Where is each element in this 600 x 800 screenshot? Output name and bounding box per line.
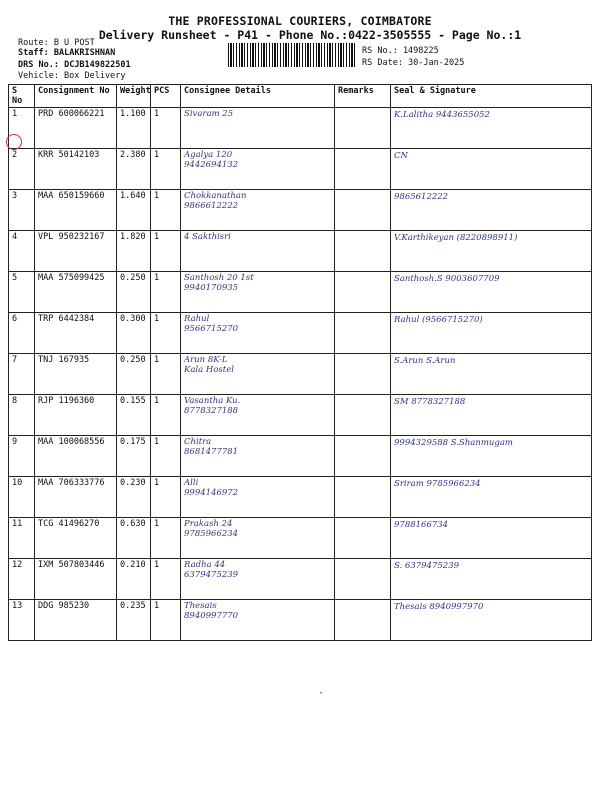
header-pcs: PCS — [151, 85, 181, 108]
table-row — [9, 395, 592, 436]
cell-pcs: 1 — [151, 149, 181, 190]
cell-pcs: 1 — [151, 190, 181, 231]
cell-sno: 5 — [9, 272, 35, 313]
table-row — [9, 600, 592, 641]
cell-pcs: 1 — [151, 231, 181, 272]
cell-consignment-no: IXM 507803446 — [35, 559, 117, 600]
cell-signature: 9788166734 — [391, 518, 592, 559]
cell-consignment-no: TRP 6442384 — [35, 313, 117, 354]
consignee-name: Chitra — [184, 437, 212, 447]
cell-consignment-no: MAA 575099425 — [35, 272, 117, 313]
cell-remarks — [335, 395, 391, 436]
cell-consignee — [181, 477, 335, 518]
cell-pcs: 1 — [151, 600, 181, 641]
table-row — [9, 108, 592, 149]
cell-signature: S.Arun S.Arun — [391, 354, 592, 395]
cell-remarks — [335, 313, 391, 354]
consignee-detail: 9566715270 — [184, 324, 239, 334]
cell-consignee — [181, 231, 335, 272]
cell-consignee — [181, 436, 335, 477]
cell-weight: 1.820 — [117, 231, 151, 272]
cell-weight: 0.230 — [117, 477, 151, 518]
cell-signature: 9865612222 — [391, 190, 592, 231]
table-row — [9, 559, 592, 600]
cell-pcs: 1 — [151, 559, 181, 600]
cell-signature: Santhosh.S 9003607709 — [391, 272, 592, 313]
table-row — [9, 190, 592, 231]
cell-consignment-no: MAA 706333776 — [35, 477, 117, 518]
consignee-detail: 8681477781 — [184, 447, 239, 457]
cell-remarks — [335, 600, 391, 641]
cell-weight: 0.630 — [117, 518, 151, 559]
header-remarks: Remarks — [335, 85, 391, 108]
barcode-image — [228, 43, 356, 67]
cell-pcs: 1 — [151, 436, 181, 477]
consignee-name: Rahul — [184, 314, 210, 324]
cell-remarks — [335, 354, 391, 395]
cell-remarks — [335, 149, 391, 190]
cell-consignee — [181, 149, 335, 190]
cell-sno: 10 — [9, 477, 35, 518]
stray-pen-mark: · — [318, 688, 325, 699]
rs-number: RS No.: 1498225 — [362, 46, 439, 56]
cell-remarks — [335, 559, 391, 600]
cell-consignee — [181, 272, 335, 313]
cell-remarks — [335, 231, 391, 272]
table-row — [9, 272, 592, 313]
cell-sno: 13 — [9, 600, 35, 641]
consignee-name: Chokkanathan — [184, 191, 247, 201]
cell-sno: 1 — [9, 108, 35, 149]
cell-pcs: 1 — [151, 518, 181, 559]
consignee-detail: 9785966234 — [184, 529, 239, 539]
cell-sno: 7 — [9, 354, 35, 395]
cell-weight: 0.155 — [117, 395, 151, 436]
consignee-detail: 9940170935 — [184, 283, 239, 293]
consignee-name: Alli — [184, 478, 199, 488]
cell-consignment-no: RJP 1196360 — [35, 395, 117, 436]
vehicle-label: Vehicle: Box Delivery — [18, 71, 126, 81]
cell-sno: 12 — [9, 559, 35, 600]
cell-weight: 0.175 — [117, 436, 151, 477]
table-header-row — [9, 85, 592, 108]
consignee-detail: 6379475239 — [184, 570, 239, 580]
table-row — [9, 354, 592, 395]
consignee-detail: 9866612222 — [184, 201, 239, 211]
cell-weight: 0.210 — [117, 559, 151, 600]
header-consignee: Consignee Details — [181, 85, 335, 108]
cell-weight: 0.300 — [117, 313, 151, 354]
table-row — [9, 436, 592, 477]
cell-consignee — [181, 354, 335, 395]
cell-remarks — [335, 477, 391, 518]
runsheet-subtitle: Delivery Runsheet - P41 - Phone No.:0422-3505555 - Page No.:1 — [98, 28, 522, 42]
cell-weight: 2.380 — [117, 149, 151, 190]
header-sno: S No — [9, 85, 35, 108]
cell-pcs: 1 — [151, 108, 181, 149]
cell-weight: 0.250 — [117, 272, 151, 313]
consignee-detail: 8778327188 — [184, 406, 239, 416]
cell-consignment-no: MAA 650159660 — [35, 190, 117, 231]
consignee-detail: 9442694132 — [184, 160, 239, 170]
cell-signature: V.Karthikeyan (8220898911) — [391, 231, 592, 272]
consignee-name: Vasantha Ku. — [184, 396, 241, 406]
table-row — [9, 518, 592, 559]
table-row — [9, 231, 592, 272]
cell-consignee — [181, 518, 335, 559]
row-circle-mark — [6, 134, 22, 150]
cell-sno: 4 — [9, 231, 35, 272]
cell-pcs: 1 — [151, 477, 181, 518]
cell-remarks — [335, 436, 391, 477]
staff-row — [18, 48, 115, 59]
cell-weight: 1.640 — [117, 190, 151, 231]
cell-consignee — [181, 559, 335, 600]
cell-consignment-no: DDG 985230 — [35, 600, 117, 641]
staff-label: Staff: — [18, 48, 49, 58]
rs-date: RS Date: 30-Jan-2025 — [362, 58, 465, 68]
cell-signature: SM 8778327188 — [391, 395, 592, 436]
cell-remarks — [335, 518, 391, 559]
consignee-name: Thesais — [184, 601, 217, 611]
cell-consignment-no: TCG 41496270 — [35, 518, 117, 559]
cell-signature: 9994329588 S.Shanmugam — [391, 436, 592, 477]
header-consignment: Consignment No — [35, 85, 117, 108]
cell-signature: S. 6379475239 — [391, 559, 592, 600]
table-row — [9, 313, 592, 354]
drs-number: DCJB149822501 — [64, 60, 131, 70]
consignee-name: 4 Sakthisri — [184, 232, 231, 242]
cell-consignee — [181, 313, 335, 354]
cell-remarks — [335, 272, 391, 313]
cell-remarks — [335, 108, 391, 149]
cell-sno: 9 — [9, 436, 35, 477]
cell-consignee — [181, 108, 335, 149]
consignee-detail: 8940997770 — [184, 611, 239, 621]
cell-sno: 3 — [9, 190, 35, 231]
cell-remarks — [335, 190, 391, 231]
cell-consignee — [181, 395, 335, 436]
cell-pcs: 1 — [151, 354, 181, 395]
cell-consignment-no: KRR 50142103 — [35, 149, 117, 190]
cell-sno: 8 — [9, 395, 35, 436]
runsheet-table — [8, 84, 592, 641]
cell-weight: 1.100 — [117, 108, 151, 149]
cell-pcs: 1 — [151, 313, 181, 354]
cell-sno: 11 — [9, 518, 35, 559]
cell-pcs: 1 — [151, 272, 181, 313]
consignee-name: Santhosh 20 1st — [184, 273, 254, 283]
cell-sno: 6 — [9, 313, 35, 354]
cell-consignment-no: MAA 100068556 — [35, 436, 117, 477]
table-row — [9, 477, 592, 518]
company-title: THE PROFESSIONAL COURIERS, COIMBATORE — [168, 14, 432, 28]
route-label: Route: B U POST — [18, 38, 95, 48]
cell-sno: 2 — [9, 149, 35, 190]
cell-signature: Thesais 8940997970 — [391, 600, 592, 641]
consignee-detail: 9994146972 — [184, 488, 239, 498]
consignee-detail: Kala Hostel — [184, 365, 234, 375]
consignee-name: Prakash 24 — [184, 519, 233, 529]
cell-signature: Sriram 9785966234 — [391, 477, 592, 518]
staff-name: BALAKRISHNAN — [53, 48, 116, 58]
consignee-name: Radha 44 — [184, 560, 226, 570]
cell-signature: K.Lalitha 9443655052 — [391, 108, 592, 149]
cell-consignment-no: VPL 950232167 — [35, 231, 117, 272]
cell-consignee — [181, 190, 335, 231]
drs-row — [18, 60, 131, 71]
cell-weight: 0.250 — [117, 354, 151, 395]
consignee-name: Sivaram 25 — [184, 109, 234, 119]
drs-label: DRS No.: — [18, 60, 59, 70]
header-seal: Seal & Signature — [391, 85, 592, 108]
cell-weight: 0.235 — [117, 600, 151, 641]
consignee-name: Arun 8K-L — [184, 355, 228, 365]
table-row — [9, 149, 592, 190]
cell-signature: Rahul (9566715270) — [391, 313, 592, 354]
cell-consignment-no: PRD 600066221 — [35, 108, 117, 149]
cell-consignment-no: TNJ 167935 — [35, 354, 117, 395]
cell-consignee — [181, 600, 335, 641]
header-weight: Weight — [117, 85, 151, 108]
cell-pcs: 1 — [151, 395, 181, 436]
cell-signature: CN — [391, 149, 592, 190]
consignee-name: Agalya 120 — [184, 150, 233, 160]
